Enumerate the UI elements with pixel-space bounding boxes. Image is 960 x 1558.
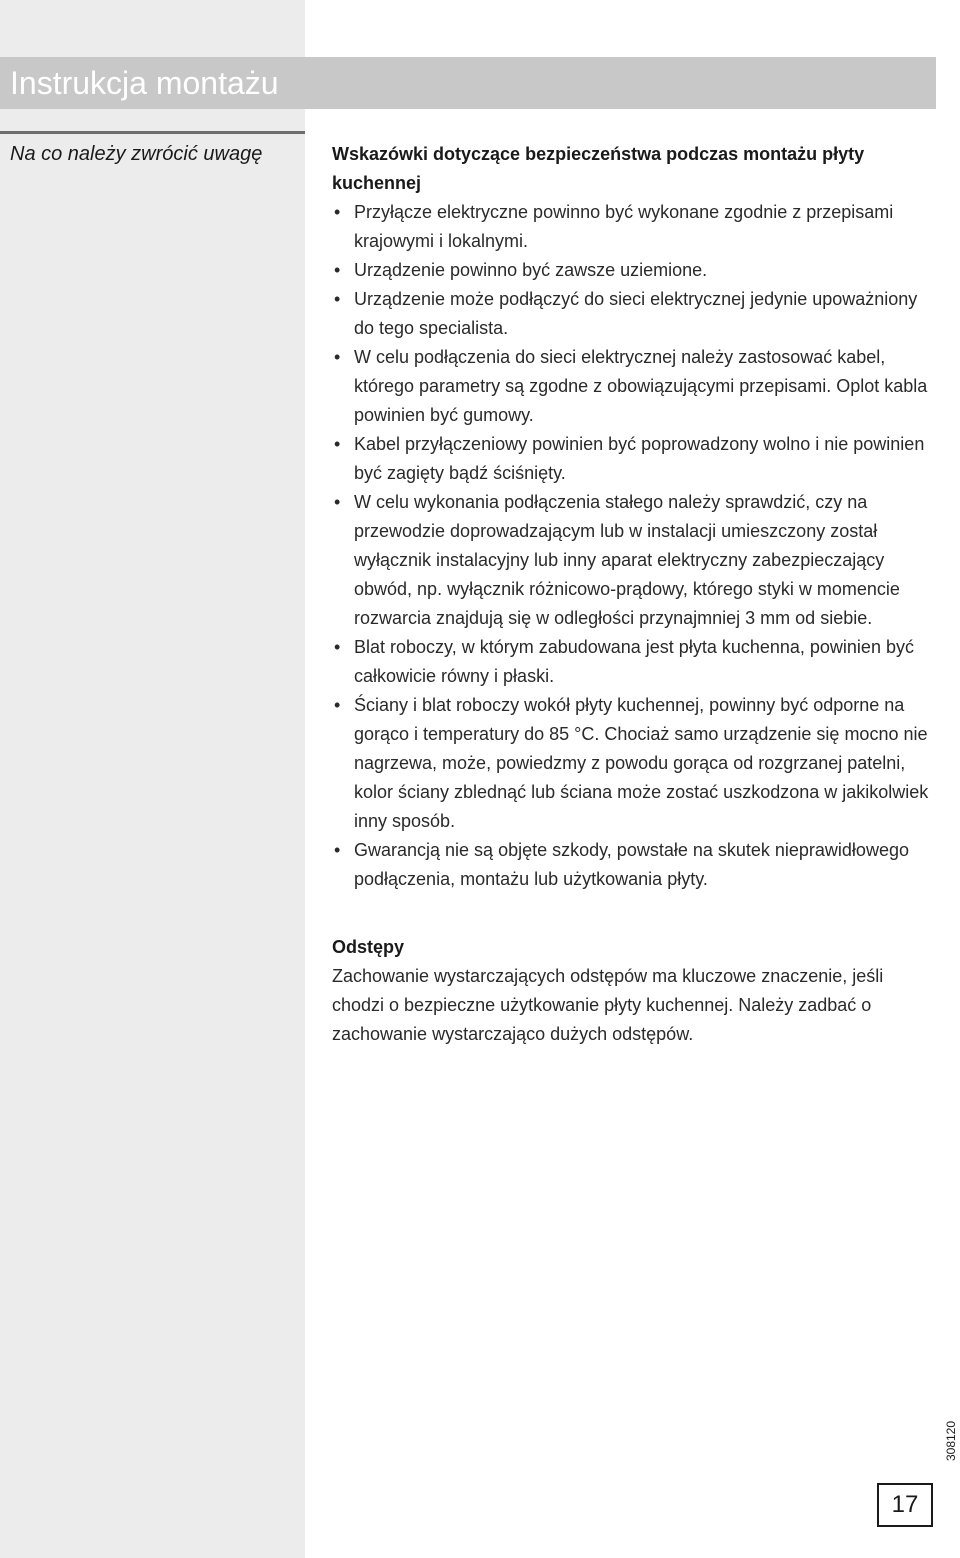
safety-list-item: [332, 691, 937, 836]
safety-item-text: W celu wykonania podłączenia stałego należy sprawdzić, czy na przewodzie doprowadzającym lub w instalacji umieszczony został wyłącznik instalacyjny lub inny aparat elektryczny zabezpieczający obwód, np. wyłącznik różnicowo-prądowy, którego styki w momencie rozwarcia znajdują się w odległości przynajmniej 3 mm od siebie.: [354, 492, 900, 628]
bullet-icon: •: [334, 289, 341, 309]
bullet-icon: •: [334, 492, 341, 512]
safety-list-item: [332, 285, 937, 343]
bullet-icon: •: [334, 637, 341, 657]
spacing-heading: Odstępy: [332, 937, 405, 957]
safety-list-item: [332, 488, 937, 633]
document-number: 308120: [944, 1420, 958, 1462]
bullet-icon: •: [334, 347, 341, 367]
safety-list-item: [332, 430, 937, 488]
page-number: 17: [877, 1483, 933, 1527]
bullet-icon: •: [334, 840, 341, 860]
safety-list-item: [332, 633, 937, 691]
safety-heading: Wskazówki dotyczące bezpieczeństwa podczas montażu płyty kuchennej: [332, 144, 865, 193]
main-content: [332, 140, 937, 1049]
spacing-text: Zachowanie wystarczających odstępów ma kluczowe znaczenie, jeśli chodzi o bezpieczne użytkowanie płyty kuchennej. Należy zadbać o zachowanie wystarczająco dużych odstępów.: [332, 966, 884, 1044]
safety-item-text: Blat roboczy, w którym zabudowana jest płyta kuchenna, powinien być całkowicie równy i płaski.: [354, 637, 914, 686]
safety-item-text: W celu podłączenia do sieci elektrycznej należy zastosować kabel, którego parametry są zgodne z obowiązującymi przepisami. Oplot kabla powinien być gumowy.: [354, 347, 928, 425]
page-title: Instrukcja montażu: [10, 65, 279, 101]
safety-item-text: Urządzenie powinno być zawsze uziemione.: [354, 260, 708, 280]
safety-item-text: Gwarancją nie są objęte szkody, powstałe na skutek nieprawidłowego podłączenia, montażu lub użytkowania płyty.: [354, 840, 909, 889]
safety-list-item: [332, 256, 937, 285]
safety-list-item: [332, 198, 937, 256]
safety-list-item: [332, 836, 937, 894]
sidebar-divider: [0, 131, 305, 134]
bullet-icon: •: [334, 695, 341, 715]
bullet-icon: •: [334, 260, 341, 280]
safety-item-text: Przyłącze elektryczne powinno być wykonane zgodnie z przepisami krajowymi i lokalnymi.: [354, 202, 894, 251]
safety-list: [332, 198, 937, 894]
safety-item-text: Urządzenie może podłączyć do sieci elektrycznej jedynie upoważniony do tego specialista.: [354, 289, 918, 338]
safety-item-text: Kabel przyłączeniowy powinien być poprowadzony wolno i nie powinien być zagięty bądź ściśnięty.: [354, 434, 925, 483]
sidebar-background: [0, 0, 305, 1558]
sidebar-heading: Na co należy zwrócić uwagę: [10, 143, 263, 165]
safety-list-item: [332, 343, 937, 430]
safety-item-text: Ściany i blat roboczy wokół płyty kuchennej, powinny być odporne na gorąco i temperatury do 85 °C. Chociaż samo urządzenie się mocno nie nagrzewa, może, powiedzmy z powodu gorąca od rozgrzanej patelni, kolor ściany zblednąć lub ściana może zostać uszkodzona w jakikolwiek inny sposób.: [354, 695, 929, 831]
bullet-icon: •: [334, 434, 341, 454]
title-bar: [0, 57, 936, 109]
spacing-section: [332, 933, 937, 1049]
bullet-icon: •: [334, 202, 341, 222]
